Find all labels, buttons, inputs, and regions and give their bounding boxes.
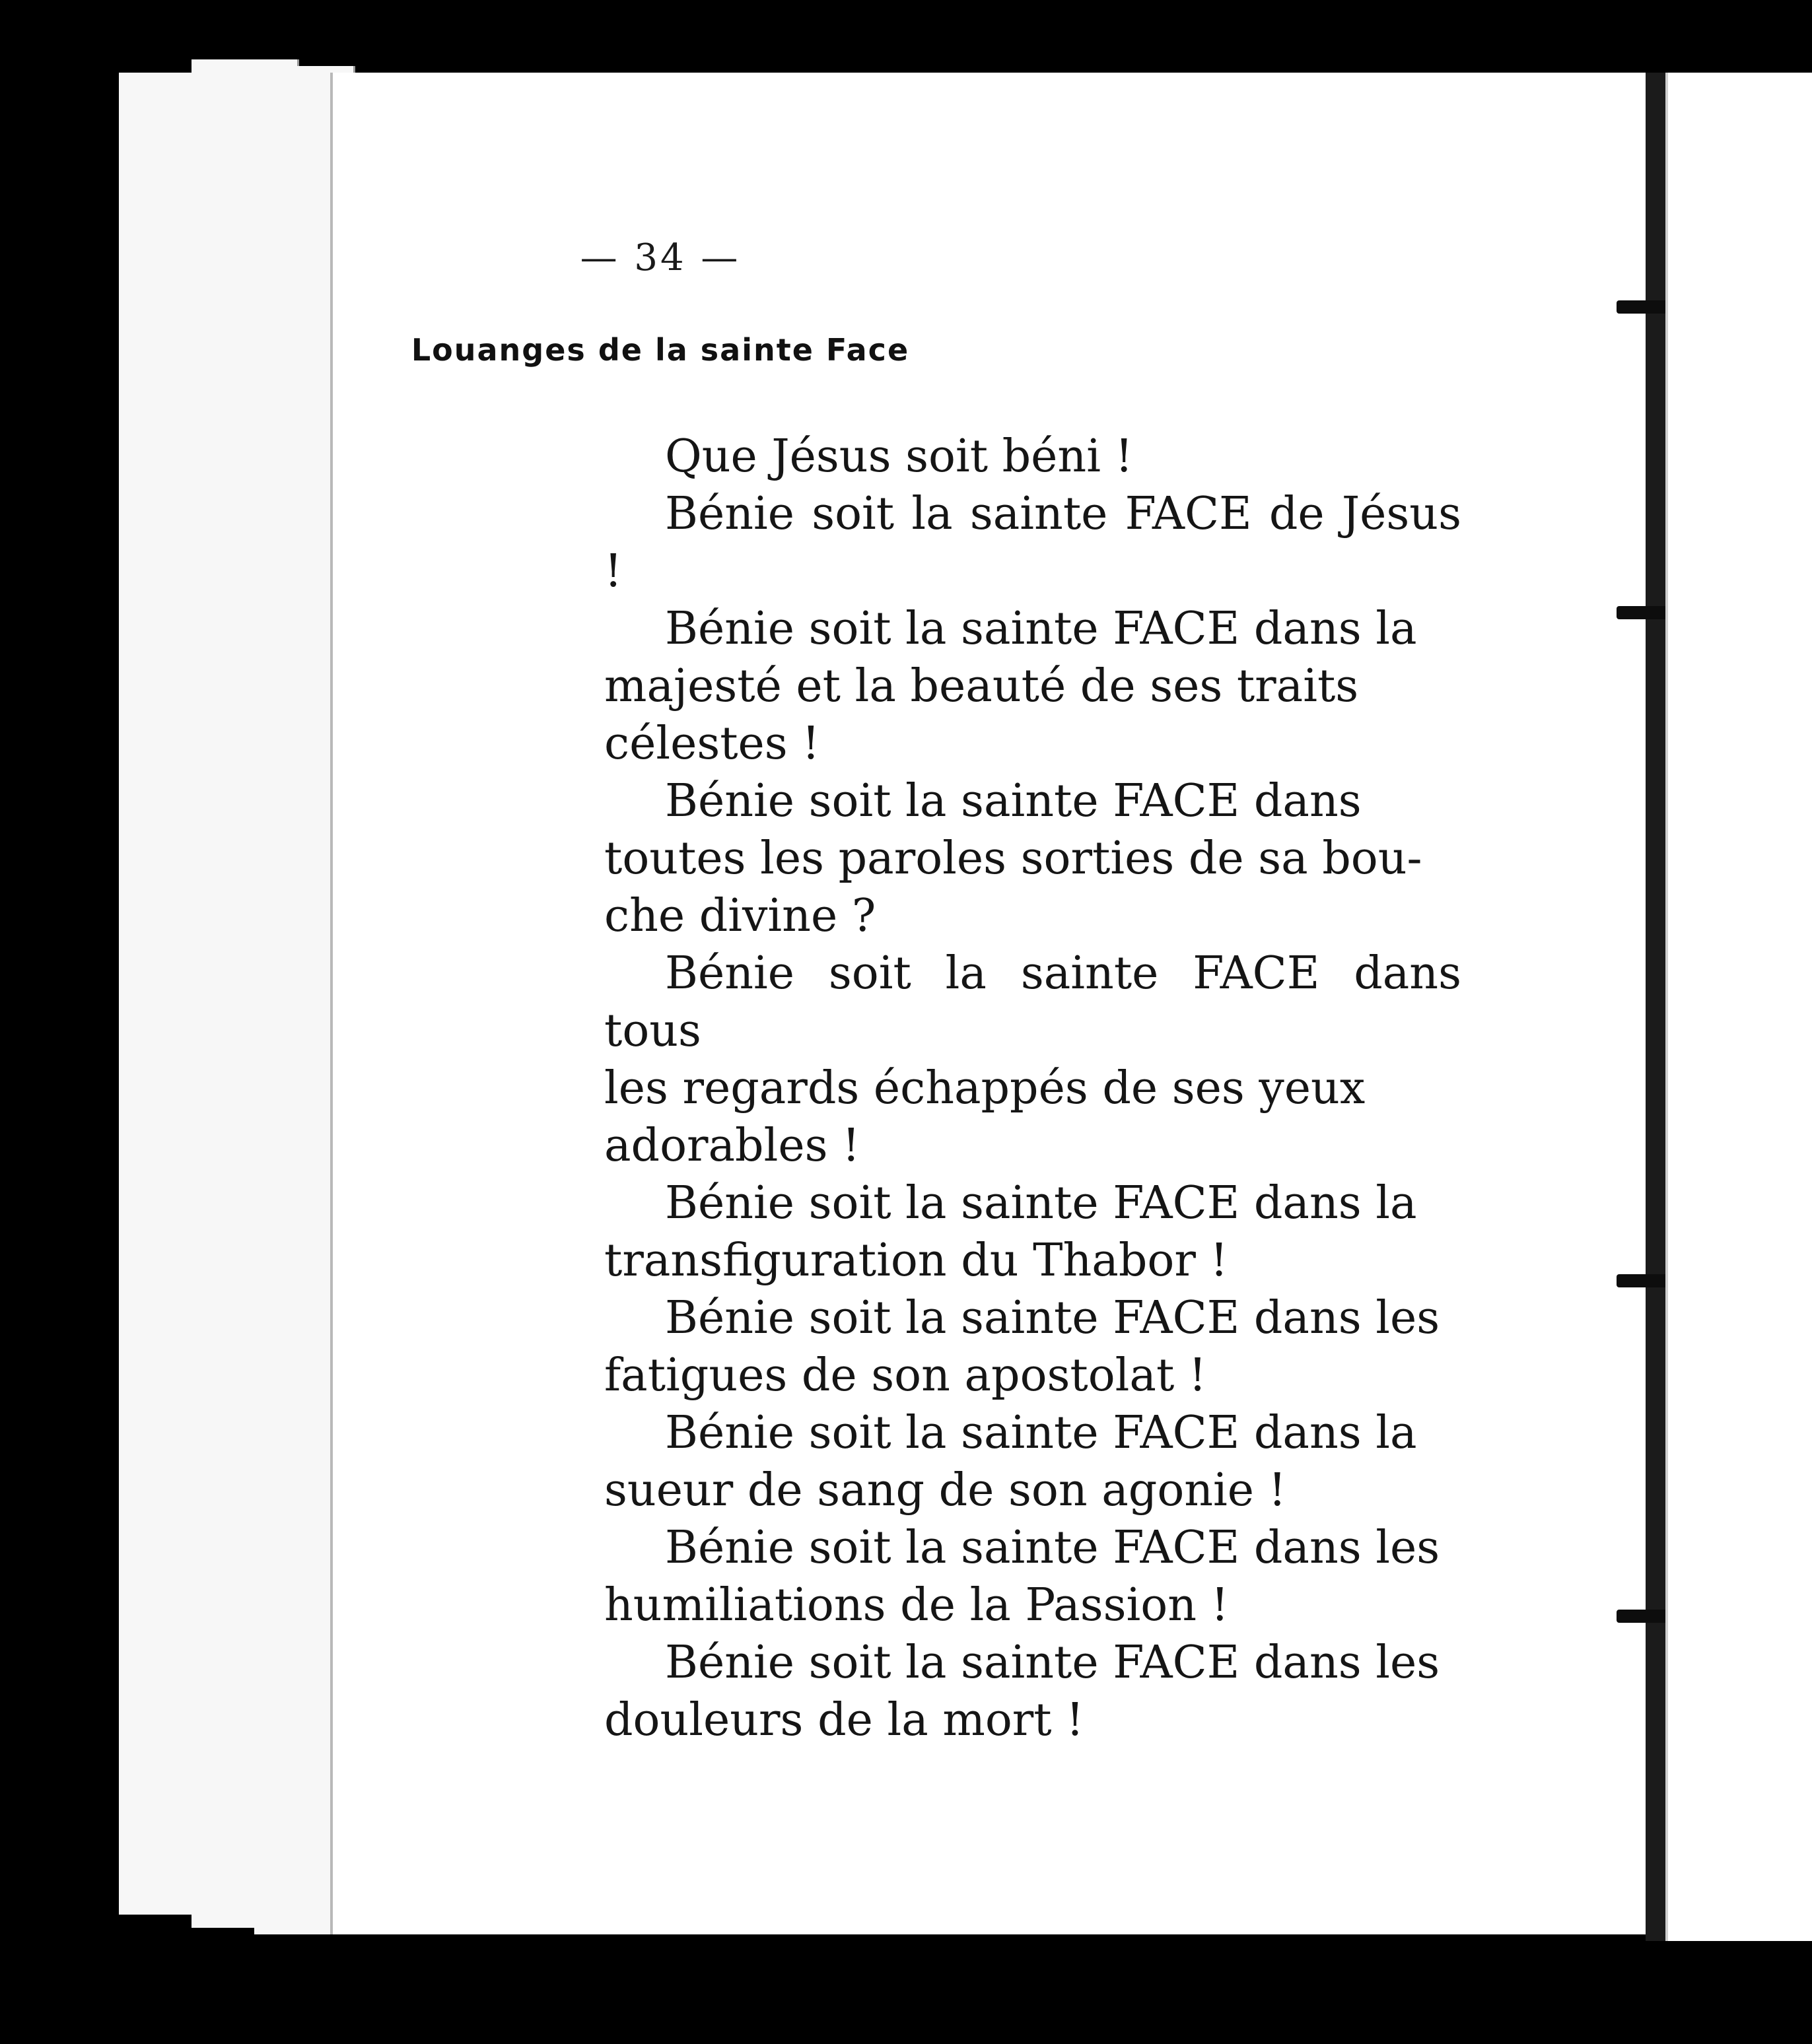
book-binding [1646,73,1665,1941]
verse-7 [604,1289,1461,1404]
text-line: Bénie soit la sainte FACE dans les [665,1522,1440,1574]
text-line: Bénie soit la sainte FACE dans [665,775,1362,827]
text-line: che divine ? [604,890,876,942]
verse-4 [604,772,1461,945]
text-line: Bénie soit la sainte FACE dans la [665,1407,1417,1459]
verse-10 [604,1634,1461,1749]
verse-9 [604,1519,1461,1634]
text-line: Que Jésus soit béni ! [665,430,1133,483]
verse-3 [604,600,1461,772]
page-number: — 34 — [580,236,741,279]
verse-5 [604,945,1461,1175]
verse-2 [604,485,1461,600]
text-line: humiliations de la Passion ! [604,1579,1229,1631]
text-line: majesté et la beauté de ses traits [604,660,1359,712]
text-line: Bénie soit la sainte FACE dans la [665,1177,1417,1229]
text-line: adorables ! [604,1120,860,1172]
text-line: Bénie soit la sainte FACE dans les [665,1637,1440,1689]
verse-8 [604,1404,1461,1519]
text-line: Bénie soit la sainte FACE dans la [665,603,1417,655]
text-line: douleurs de la mort ! [604,1694,1084,1746]
text-line: sueur de sang de son agonie ! [604,1464,1286,1516]
text-line: transfiguration du Thabor ! [604,1235,1228,1287]
text-line: fatigues de son apostolat ! [604,1349,1207,1402]
facing-page-edge [1665,73,1812,1941]
verse-6 [604,1175,1461,1289]
text-line: toutes les paroles sorties de sa bou- [604,833,1422,885]
text-line: Bénie soit la sainte FACE dans les [665,1292,1440,1344]
page-heading: Louanges de la sainte Face [411,332,910,368]
text-line: Bénie soit la sainte FACE de Jésus ! [604,488,1461,597]
verse-1 [604,428,1461,485]
text-line: les regards échappés de ses yeux [604,1062,1366,1114]
text-line: célestes ! [604,718,820,770]
litany-text [604,428,1461,1749]
text-line: Bénie soit la sainte FACE dans tous [604,947,1461,1057]
